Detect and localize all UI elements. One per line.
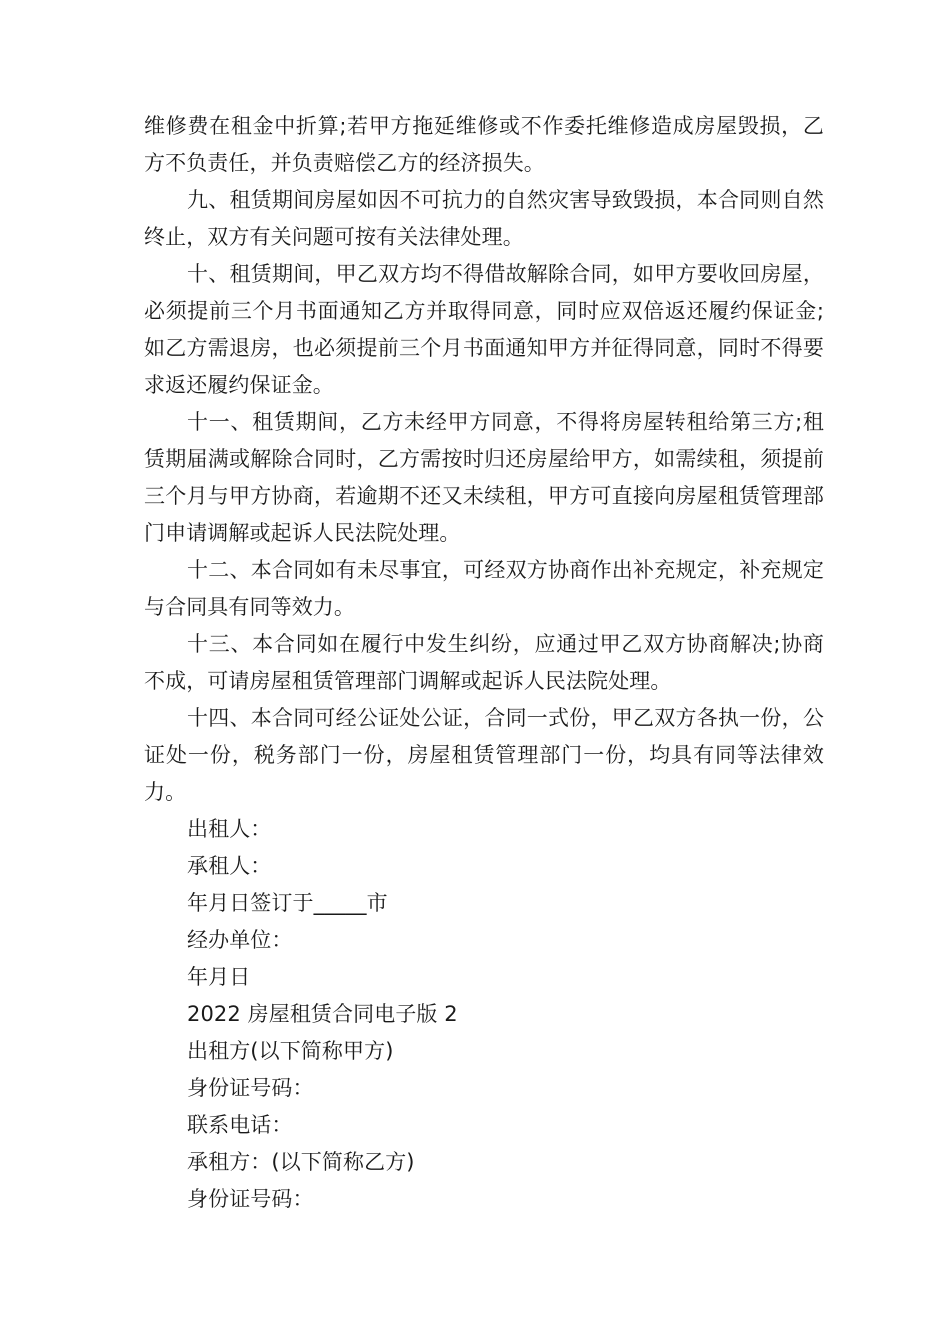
field-lessor: 出租人： [187, 817, 272, 841]
field-party-a: 出租方(以下简称甲方) [187, 1039, 394, 1063]
field-lessee: 承租人： [187, 854, 272, 878]
document-body [144, 108, 824, 1218]
paragraph-clause-13: 十三、本合同如在履行中发生纠纷，应通过甲乙双方协商解决;协商不成，可请房屋租赁管理部门调解或起诉人民法院处理。 [144, 632, 824, 693]
paragraph-clause-14: 十四、本合同可经公证处公证，合同一式份，甲乙双方各执一份，公证处一份，税务部门一份，房屋租赁管理部门一份，均具有同等法律效力。 [144, 706, 824, 804]
paragraph-clause-11: 十一、租赁期间，乙方未经甲方同意，不得将房屋转租给第三方;租赁期届满或解除合同时，乙方需按时归还房屋给甲方，如需续租，须提前三个月与甲方协商，若逾期不还又未续租，甲方可直接向房屋租赁管理部门申请调解或起诉人民法院处理。 [144, 410, 824, 545]
section-title: 2022 房屋租赁合同电子版 2 [187, 1002, 458, 1026]
field-party-b-id: 身份证号码： [187, 1187, 314, 1211]
field-party-a-phone: 联系电话： [187, 1113, 293, 1137]
paragraph-clause-12: 十二、本合同如有未尽事宜，可经双方协商作出补充规定，补充规定与合同具有同等效力。 [144, 558, 824, 619]
field-handling-unit: 经办单位： [187, 928, 293, 952]
field-party-a-id: 身份证号码： [187, 1076, 314, 1100]
paragraph-clause-9: 九、租赁期间房屋如因不可抗力的自然灾害导致毁损，本合同则自然终止，双方有关问题可按有关法律处理。 [144, 188, 824, 249]
paragraph-continuation: 维修费在租金中折算;若甲方拖延维修或不作委托维修造成房屋毁损，乙方不负责任，并负责赔偿乙方的经济损失。 [144, 114, 824, 175]
field-signed-date-place: 年月日签订于_____市 [187, 891, 388, 915]
paragraph-clause-10: 十、租赁期间，甲乙双方均不得借故解除合同，如甲方要收回房屋，必须提前三个月书面通知乙方并取得同意，同时应双倍返还履约保证金;如乙方需退房，也必须提前三个月书面通知甲方并征得同意，同时不得要求返还履约保证金。 [144, 262, 824, 397]
field-party-b: 承租方：(以下简称乙方) [187, 1150, 415, 1174]
field-date: 年月日 [187, 965, 251, 989]
